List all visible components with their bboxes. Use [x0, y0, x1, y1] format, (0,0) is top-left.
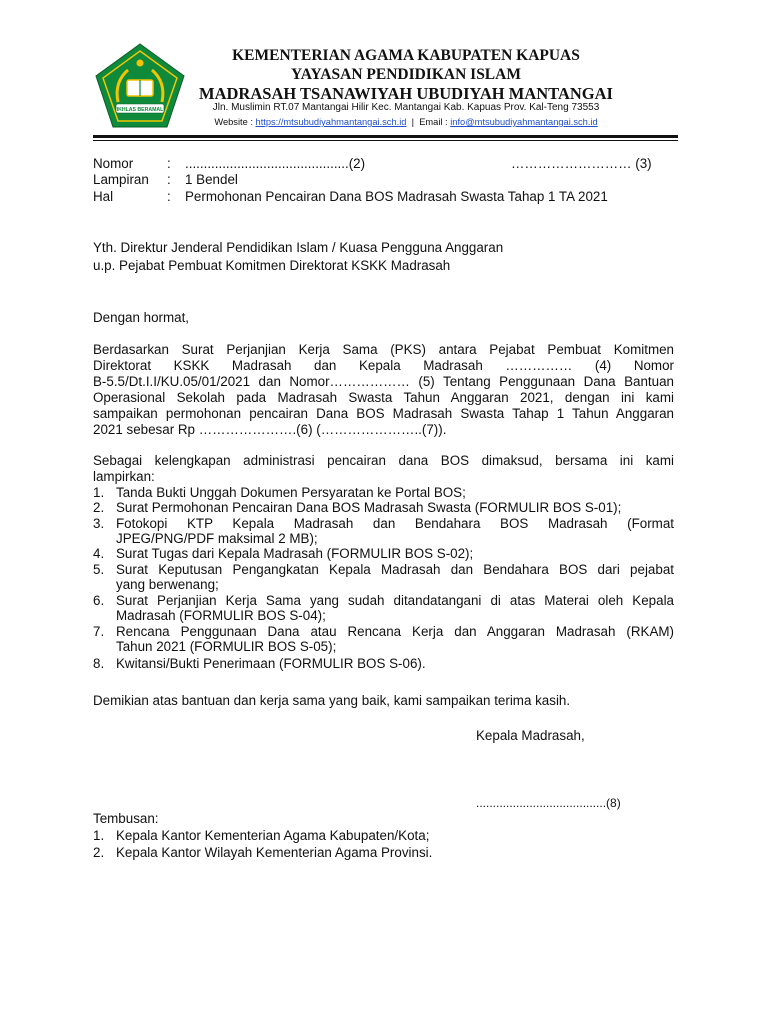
list-item-text: Fotokopi KTP Kepala Madrasah dan Bendahara BOS Madrasah (Format [116, 516, 674, 531]
kop-line-ministry: KEMENTERIAN AGAMA KABUPATEN KAPUAS [232, 47, 580, 64]
salutation: Dengan hormat, [93, 310, 190, 325]
kop-rule-thin [93, 140, 678, 141]
email-link[interactable]: info@mtsubudiyahmantangai.sch.id [450, 117, 598, 127]
nomor-value: ............................................(2) [185, 156, 366, 171]
nomor-colon: : [167, 156, 171, 171]
kop-address: Jln. Muslimin RT.07 Mantangai Hilir Kec. Mantangai Kab. Kapuas Prov. Kal-Teng 73553 [212, 102, 600, 113]
kemenag-logo [94, 42, 186, 130]
list-item-number: 6. [93, 593, 105, 608]
paragraph-1-line: B-5.5/Dt.I.I/KU.05/01/2021 dan Nomor……………… (5) Tentang Penggunaan Dana Bantuan [93, 374, 674, 389]
email-label: Email : [419, 117, 448, 127]
kop-line-foundation: YAYASAN PENDIDIKAN ISLAM [291, 66, 521, 83]
date-value: ……………………… (3) [511, 156, 652, 171]
lampiran-label: Lampiran [93, 172, 149, 187]
list-item-text: Kwitansi/Bukti Penerimaan (FORMULIR BOS S-06). [116, 656, 426, 671]
contact-separator: | [411, 117, 415, 127]
list-item-number: 2. [93, 500, 105, 515]
paragraph-1-line: sampaikan permohonan pencairan Dana BOS Madrasah Swasta Tahap 1 Tahun Anggaran [93, 406, 674, 421]
signature-title: Kepala Madrasah, [476, 728, 585, 743]
list-item-number: 1. [93, 485, 105, 500]
lampiran-value: 1 Bendel [185, 172, 238, 187]
paragraph-1-line: Operasional Sekolah pada Madrasah Swasta Tahun Anggaran 2021, dengan ini kami [93, 390, 674, 405]
logo-ribbon-text: IKHLAS BERAMAL [116, 107, 164, 113]
kop-rule-thick [93, 135, 678, 138]
list-item-number: 3. [93, 516, 105, 531]
kop-contact [196, 117, 616, 127]
closing-sentence: Demikian atas bantuan dan kerja sama yang baik, kami sampaikan terima kasih. [93, 693, 571, 708]
list-item-text: Rencana Penggunaan Dana atau Rencana Kerja dan Anggaran Madrasah (RKAM) [116, 624, 674, 639]
list-item-text: Surat Perjanjian Kerja Sama yang sudah ditandatangani di atas Materai oleh Kepala [116, 593, 674, 608]
paragraph-1-line: 2021 sebesar Rp ………………….(6) (…………………..(7)). [93, 422, 447, 437]
kop-line-school: MADRASAH TSANAWIYAH UBUDIYAH MANTANGAI [199, 84, 613, 103]
signature-name-line: .......................................(8) [476, 796, 621, 810]
list-item-number: 4. [93, 546, 105, 561]
list-item-text: yang berwenang; [116, 577, 219, 592]
tembusan-item-text: Kepala Kantor Kementerian Agama Kabupaten/Kota; [116, 828, 430, 843]
logo-star [137, 60, 144, 67]
list-item-number: 8. [93, 656, 105, 671]
list-item-number: 7. [93, 624, 105, 639]
list-item-text: Surat Keputusan Pengangkatan Kepala Madrasah dan Bendahara BOS dari pejabat [116, 562, 674, 577]
list-item-number: 5. [93, 562, 105, 577]
list-item-text: JPEG/PNG/PDF maksimal 2 MB); [116, 531, 318, 546]
paragraph-1-line: Berdasarkan Surat Perjanjian Kerja Sama (PKS) antara Pejabat Pembuat Komitmen [93, 342, 674, 357]
paragraph-2-line: lampirkan: [93, 469, 155, 484]
website-label: Website : [214, 117, 253, 127]
paragraph-2-line: Sebagai kelengkapan administrasi pencairan dana BOS dimaksud, bersama ini kami [93, 453, 674, 468]
list-item-text: Tahun 2021 (FORMULIR BOS S-05); [116, 639, 337, 654]
recipient-line-1: Yth. Direktur Jenderal Pendidikan Islam / Kuasa Pengguna Anggaran [93, 240, 504, 255]
recipient-line-2: u.p. Pejabat Pembuat Komitmen Direktorat KSKK Madrasah [93, 258, 451, 273]
website-link[interactable]: https://mtsubudiyahmantangai.sch.id [255, 117, 407, 127]
tembusan-label: Tembusan: [93, 811, 159, 826]
lampiran-colon: : [167, 172, 171, 187]
list-item-text: Surat Tugas dari Kepala Madrasah (FORMULIR BOS S-02); [116, 546, 474, 561]
tembusan-item-number: 1. [93, 828, 105, 843]
tembusan-item-text: Kepala Kantor Wilayah Kementerian Agama Provinsi. [116, 845, 433, 860]
tembusan-item-number: 2. [93, 845, 105, 860]
nomor-label: Nomor [93, 156, 134, 171]
hal-label: Hal [93, 189, 114, 204]
list-item-text: Madrasah (FORMULIR BOS S-04); [116, 608, 326, 623]
paragraph-1-line: Direktorat KSKK Madrasah dan Kepala Madrasah …………… (4) Nomor [93, 358, 674, 373]
hal-value: Permohonan Pencairan Dana BOS Madrasah Swasta Tahap 1 TA 2021 [185, 189, 608, 204]
list-item-text: Surat Permohonan Pencairan Dana BOS Madrasah Swasta (FORMULIR BOS S-01); [116, 500, 622, 515]
hal-colon: : [167, 189, 171, 204]
list-item-text: Tanda Bukti Unggah Dokumen Persyaratan ke Portal BOS; [116, 485, 466, 500]
